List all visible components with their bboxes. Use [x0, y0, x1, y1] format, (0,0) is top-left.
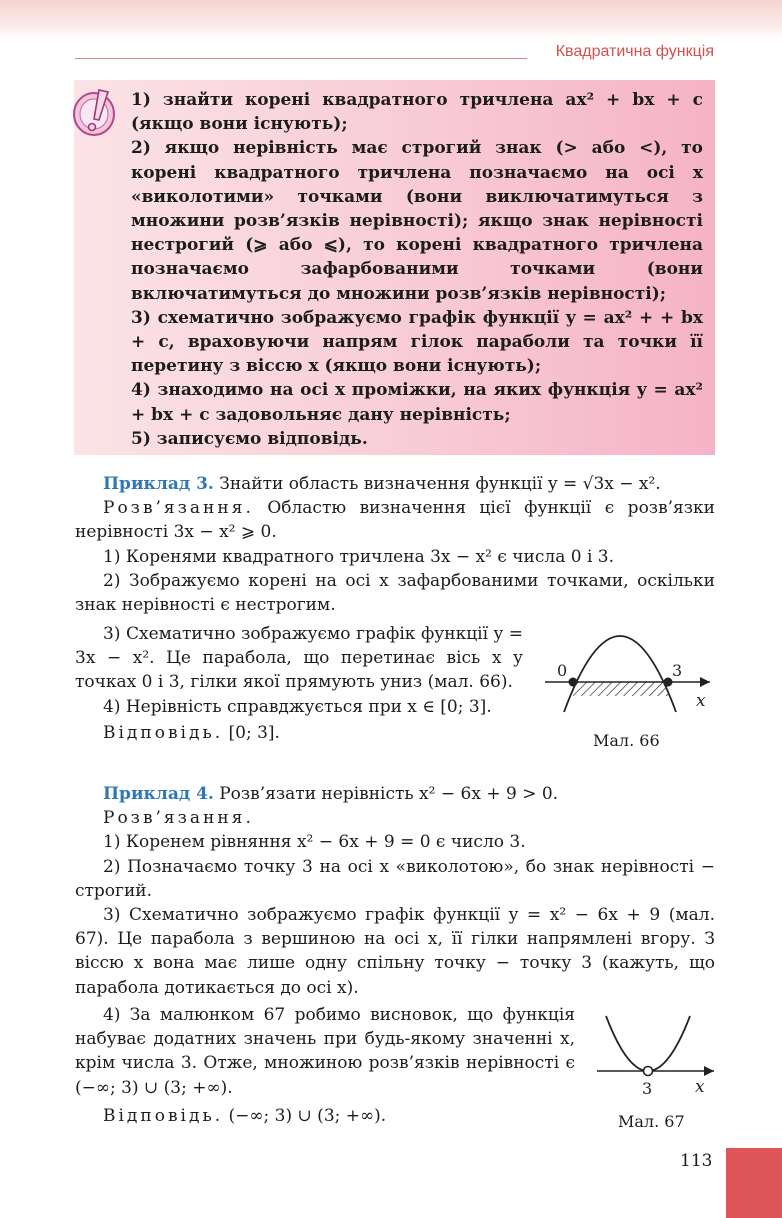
example4-title: Приклад 4. [103, 784, 214, 804]
solution-hatch [573, 682, 668, 696]
algorithm-step-2: 2) якщо нерівність має строгий знак (> або <), то корені квадратного тричлена позначаємо на осі x «виколотими» точками (вони виключатимуться з множини розв’язків нерівності); якщо знак нерівності нестрогий (⩾ або ⩽), то корені квадратного тричлена позначаємо зафарбованими точками (вони включатимуться до множини розв’язків нерівності); [131, 138, 703, 304]
example3-answer-line [75, 721, 523, 745]
label-0: 0 [557, 661, 568, 680]
algorithm-step-4: 4) знаходимо на осі x проміжки, на яких функція y = ax² + bx + c задовольняє дану нерівність; [131, 380, 703, 425]
label-3: 3 [642, 1079, 653, 1098]
parabola-curve [606, 1016, 690, 1071]
page-number: 113 [680, 1151, 713, 1171]
example3-solution-intro: Областю визначення цієї функції є розв’язки нерівності 3x − x² ⩾ 0. [75, 498, 715, 543]
figure67-caption: Мал. 67 [618, 1112, 685, 1131]
parabola-curve [564, 636, 676, 712]
axis-arrow [704, 1066, 714, 1076]
example3-answer-label: Відповідь. [103, 722, 224, 743]
header-rule [75, 58, 527, 59]
example3-answer: [0; 3]. [228, 722, 280, 743]
example4-step4: 4) За малюнком 67 робимо висновок, що функція набуває додатних значень при будь-якому значенні x, крім числа 3. Отже, множиною розв’язків нерівності є (−∞; 3) ∪ (3; +∞). [75, 1005, 575, 1098]
example3-block [75, 472, 715, 617]
example3-step1: 1) Коренями квадратного тричлена 3x − x² є числа 0 і 3. [103, 546, 615, 567]
example4-block [75, 782, 715, 1000]
example3-title: Приклад 3. [103, 474, 214, 494]
algorithm-step-1: 1) знайти корені квадратного тричлена ax² + bx + c (якщо вони існують); [131, 90, 703, 135]
top-gradient-band [0, 0, 782, 40]
example3-solution-intro-line [75, 496, 715, 544]
axis-label-x: x [695, 1077, 705, 1097]
example3-solution-label: Розв’язання. [103, 498, 254, 519]
algorithm-steps [131, 88, 703, 451]
example4-answer: (−∞; 3) ∪ (3; +∞). [228, 1105, 387, 1126]
example3-step3: 3) Схематично зображуємо графік функції y = 3x − x². Це парабола, що перетинає вісь x у точках 0 і 3, гілки якої прямують униз (мал. 66). [75, 624, 523, 693]
example3-statement: Знайти область визначення функції y = √3x − x². [219, 474, 661, 494]
figure-67 [592, 1012, 722, 1102]
page-corner-tab [726, 1148, 782, 1218]
figure-66 [540, 618, 722, 718]
example4-answer-line [75, 1104, 575, 1128]
label-3: 3 [672, 661, 683, 680]
exclamation-icon [72, 86, 120, 138]
example4-left-column [75, 1003, 575, 1128]
algorithm-step-3: 3) схематично зображуємо графік функції y = ax² + + bx + c, враховуючи напрям гілок параболи та точки її перетину з віссю x (якщо вони існують); [131, 307, 703, 377]
punctured-point-3 [644, 1067, 653, 1076]
example4-solution-label: Розв’язання. [103, 808, 254, 829]
example4-statement-line [75, 782, 715, 806]
root-point-0 [569, 678, 578, 687]
example3-step4: 4) Нерівність справджується при x ∈ [0; 3]. [103, 696, 492, 717]
figure66-caption: Мал. 66 [593, 731, 660, 750]
axis-arrow [700, 677, 710, 687]
example3-left-column [75, 622, 523, 745]
axis-label-x: x [696, 691, 706, 711]
example4-step2: 2) Позначаємо точку 3 на осі x «виколотою», бо знак нерівності − строгий. [75, 856, 715, 901]
example4-statement: Розв’язати нерівність x² − 6x + 9 > 0. [219, 784, 559, 804]
running-head: Квадратична функція [555, 43, 714, 60]
example4-step3: 3) Схематично зображуємо графік функції y = x² − 6x + 9 (мал. 67). Це парабола з вершиною на осі x, її гілки напрямлені вгору. З віссю x вона має лише одну спільну точку − точку 3 (кажуть, що парабола дотикається до осі x). [75, 905, 715, 998]
algorithm-step-5: 5) записуємо відповідь. [131, 428, 368, 449]
example4-answer-label: Відповідь. [103, 1105, 224, 1126]
example3-step2: 2) Зображуємо корені на осі x зафарбованими точками, оскільки знак нерівності є нестрогим. [75, 570, 715, 616]
example3-statement-line [75, 472, 715, 496]
example4-step1: 1) Коренем рівняння x² − 6x + 9 = 0 є число 3. [103, 832, 526, 853]
